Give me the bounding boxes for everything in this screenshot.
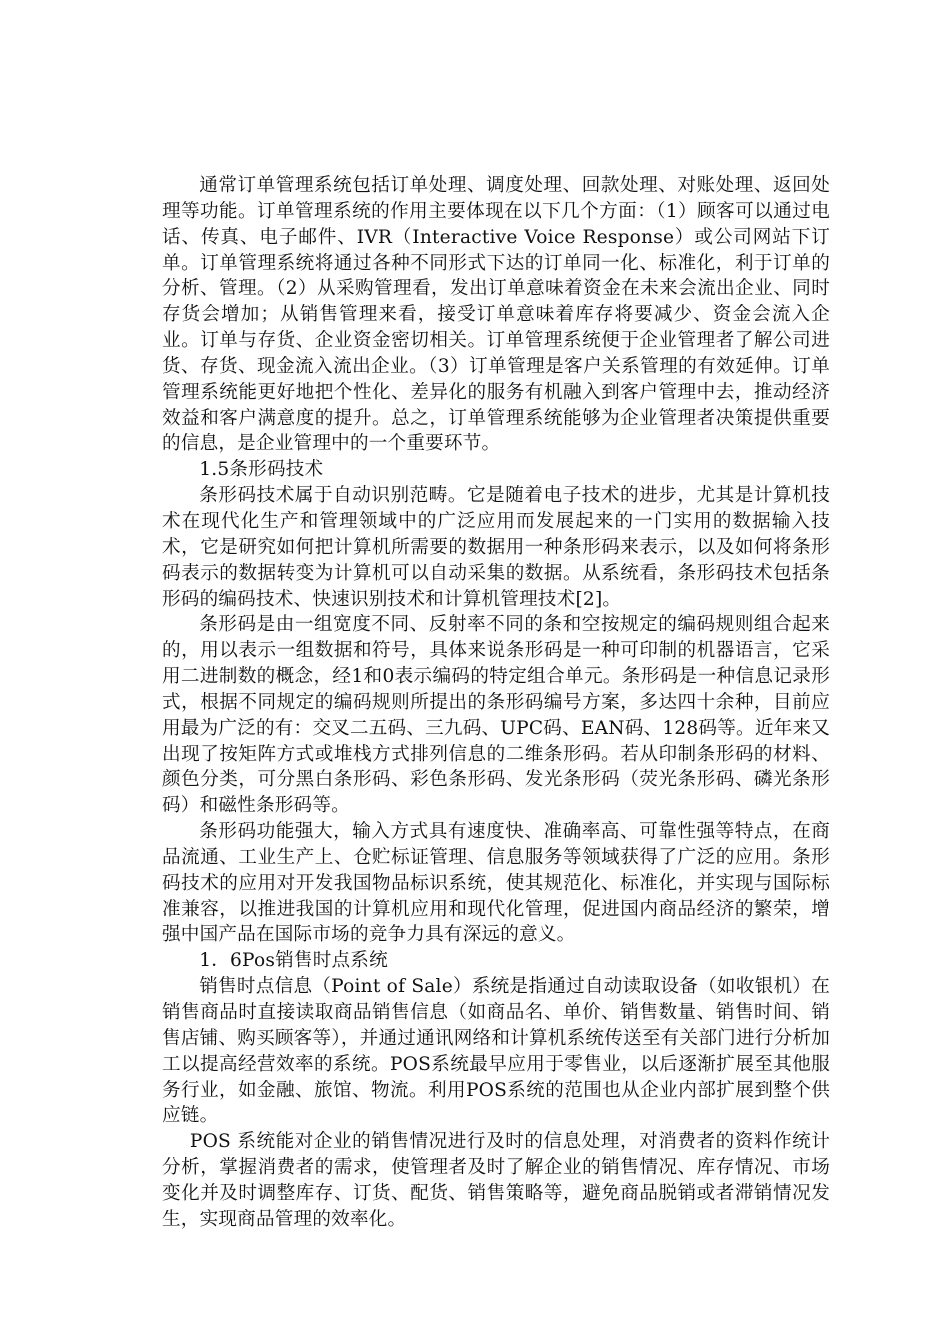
paragraph-pos-intro: 销售时点信息（Point of Sale）系统是指通过自动读取设备（如收银机）在销售商品时直接读取商品销售信息（如商品名、单价、销售数量、销售时间、销售店铺、购买顾客等），并通过通讯网络和计算机系统传送至有关部门进行分析加工以提高经营效率的系统。POS系统最早应用于零售业，以后逐渐扩展至其他服务行业，如金融、旅馆、物流。利用POS系统的范围也从企业内部扩展到整个供应链。: [162, 976, 830, 1127]
paragraph-barcode-definition: 条形码是由一组宽度不同、反射率不同的条和空按规定的编码规则组合起来的，用以表示一组数据和符号，具体来说条形码是一种可印制的机器语言，它采用二进制数的概念，经1和0表示编码的特定组合单元。条形码是一种信息记录形式，根据不同规定的编码规则所提出的条形码编号方案，多达四十余种，目前应用最为广泛的有：交叉二五码、三九码、UPC码、EAN码、128码等。近年来又出现了按矩阵方式或堆栈方式排列信息的二维条形码。若从印制条形码的材料、颜色分类，可分黑白条形码、彩色条形码、发光条形码（荧光条形码、磷光条形码）和磁性条形码等。: [162, 614, 830, 817]
document-page: [162, 173, 830, 1233]
section-heading-pos: 1．6Pos销售时点系统: [199, 950, 388, 972]
paragraph-barcode-intro: 条形码技术属于自动识别范畴。它是随着电子技术的进步，尤其是计算机技术在现代化生产和管理领域中的广泛应用而发展起来的一门实用的数据输入技术，它是研究如何把计算机所需要的数据用一种条形码来表示，以及如何将条形码表示的数据转变为计算机可以自动采集的数据。从系统看，条形码技术包括条形码的编码技术、快速识别技术和计算机管理技术[2]。: [162, 485, 830, 610]
paragraph-pos-function: POS 系统能对企业的销售情况进行及时的信息处理，对消费者的资料作统计分析，掌握消费者的需求，使管理者及时了解企业的销售情况、库存情况、市场变化并及时调整库存、订货、配货、销售策略等，避免商品脱销或者滞销情况发生，实现商品管理的效率化。: [162, 1131, 830, 1230]
paragraph-barcode-function: 条形码功能强大，输入方式具有速度快、准确率高、可靠性强等特点，在商品流通、工业生产上、仓贮标证管理、信息服务等领域获得了广泛的应用。条形码技术的应用对开发我国物品标识系统，使其规范化、标准化，并实现与国际标准兼容，以推进我国的计算机应用和现代化管理，促进国内商品经济的繁荣，增强中国产品在国际市场的竞争力具有深远的意义。: [162, 821, 830, 946]
paragraph-order-management: 通常订单管理系统包括订单处理、调度处理、回款处理、对账处理、返回处理等功能。订单管理系统的作用主要体现在以下几个方面：（1）顾客可以通过电话、传真、电子邮件、IVR（Interactive Voice Response）或公司网站下订单。订单管理系统将通过各种不同形式下达的订单同一化、标准化，利于订单的分析、管理。（2）从采购管理看，发出订单意味着资金在未来会流出企业、同时存货会增加；从销售管理来看，接受订单意味着库存将要减少、资金会流入企业。订单与存货、企业资金密切相关。订单管理系统便于企业管理者了解公司进货、存货、现金流入流出企业。（3）订单管理是客户关系管理的有效延伸。订单管理系统能更好地把个性化、差异化的服务有机融入到客户管理中去，推动经济效益和客户满意度的提升。总之，订单管理系统能够为企业管理者决策提供重要的信息，是企业管理中的一个重要环节。: [162, 175, 830, 455]
section-heading-barcode: 1.5条形码技术: [199, 459, 324, 481]
